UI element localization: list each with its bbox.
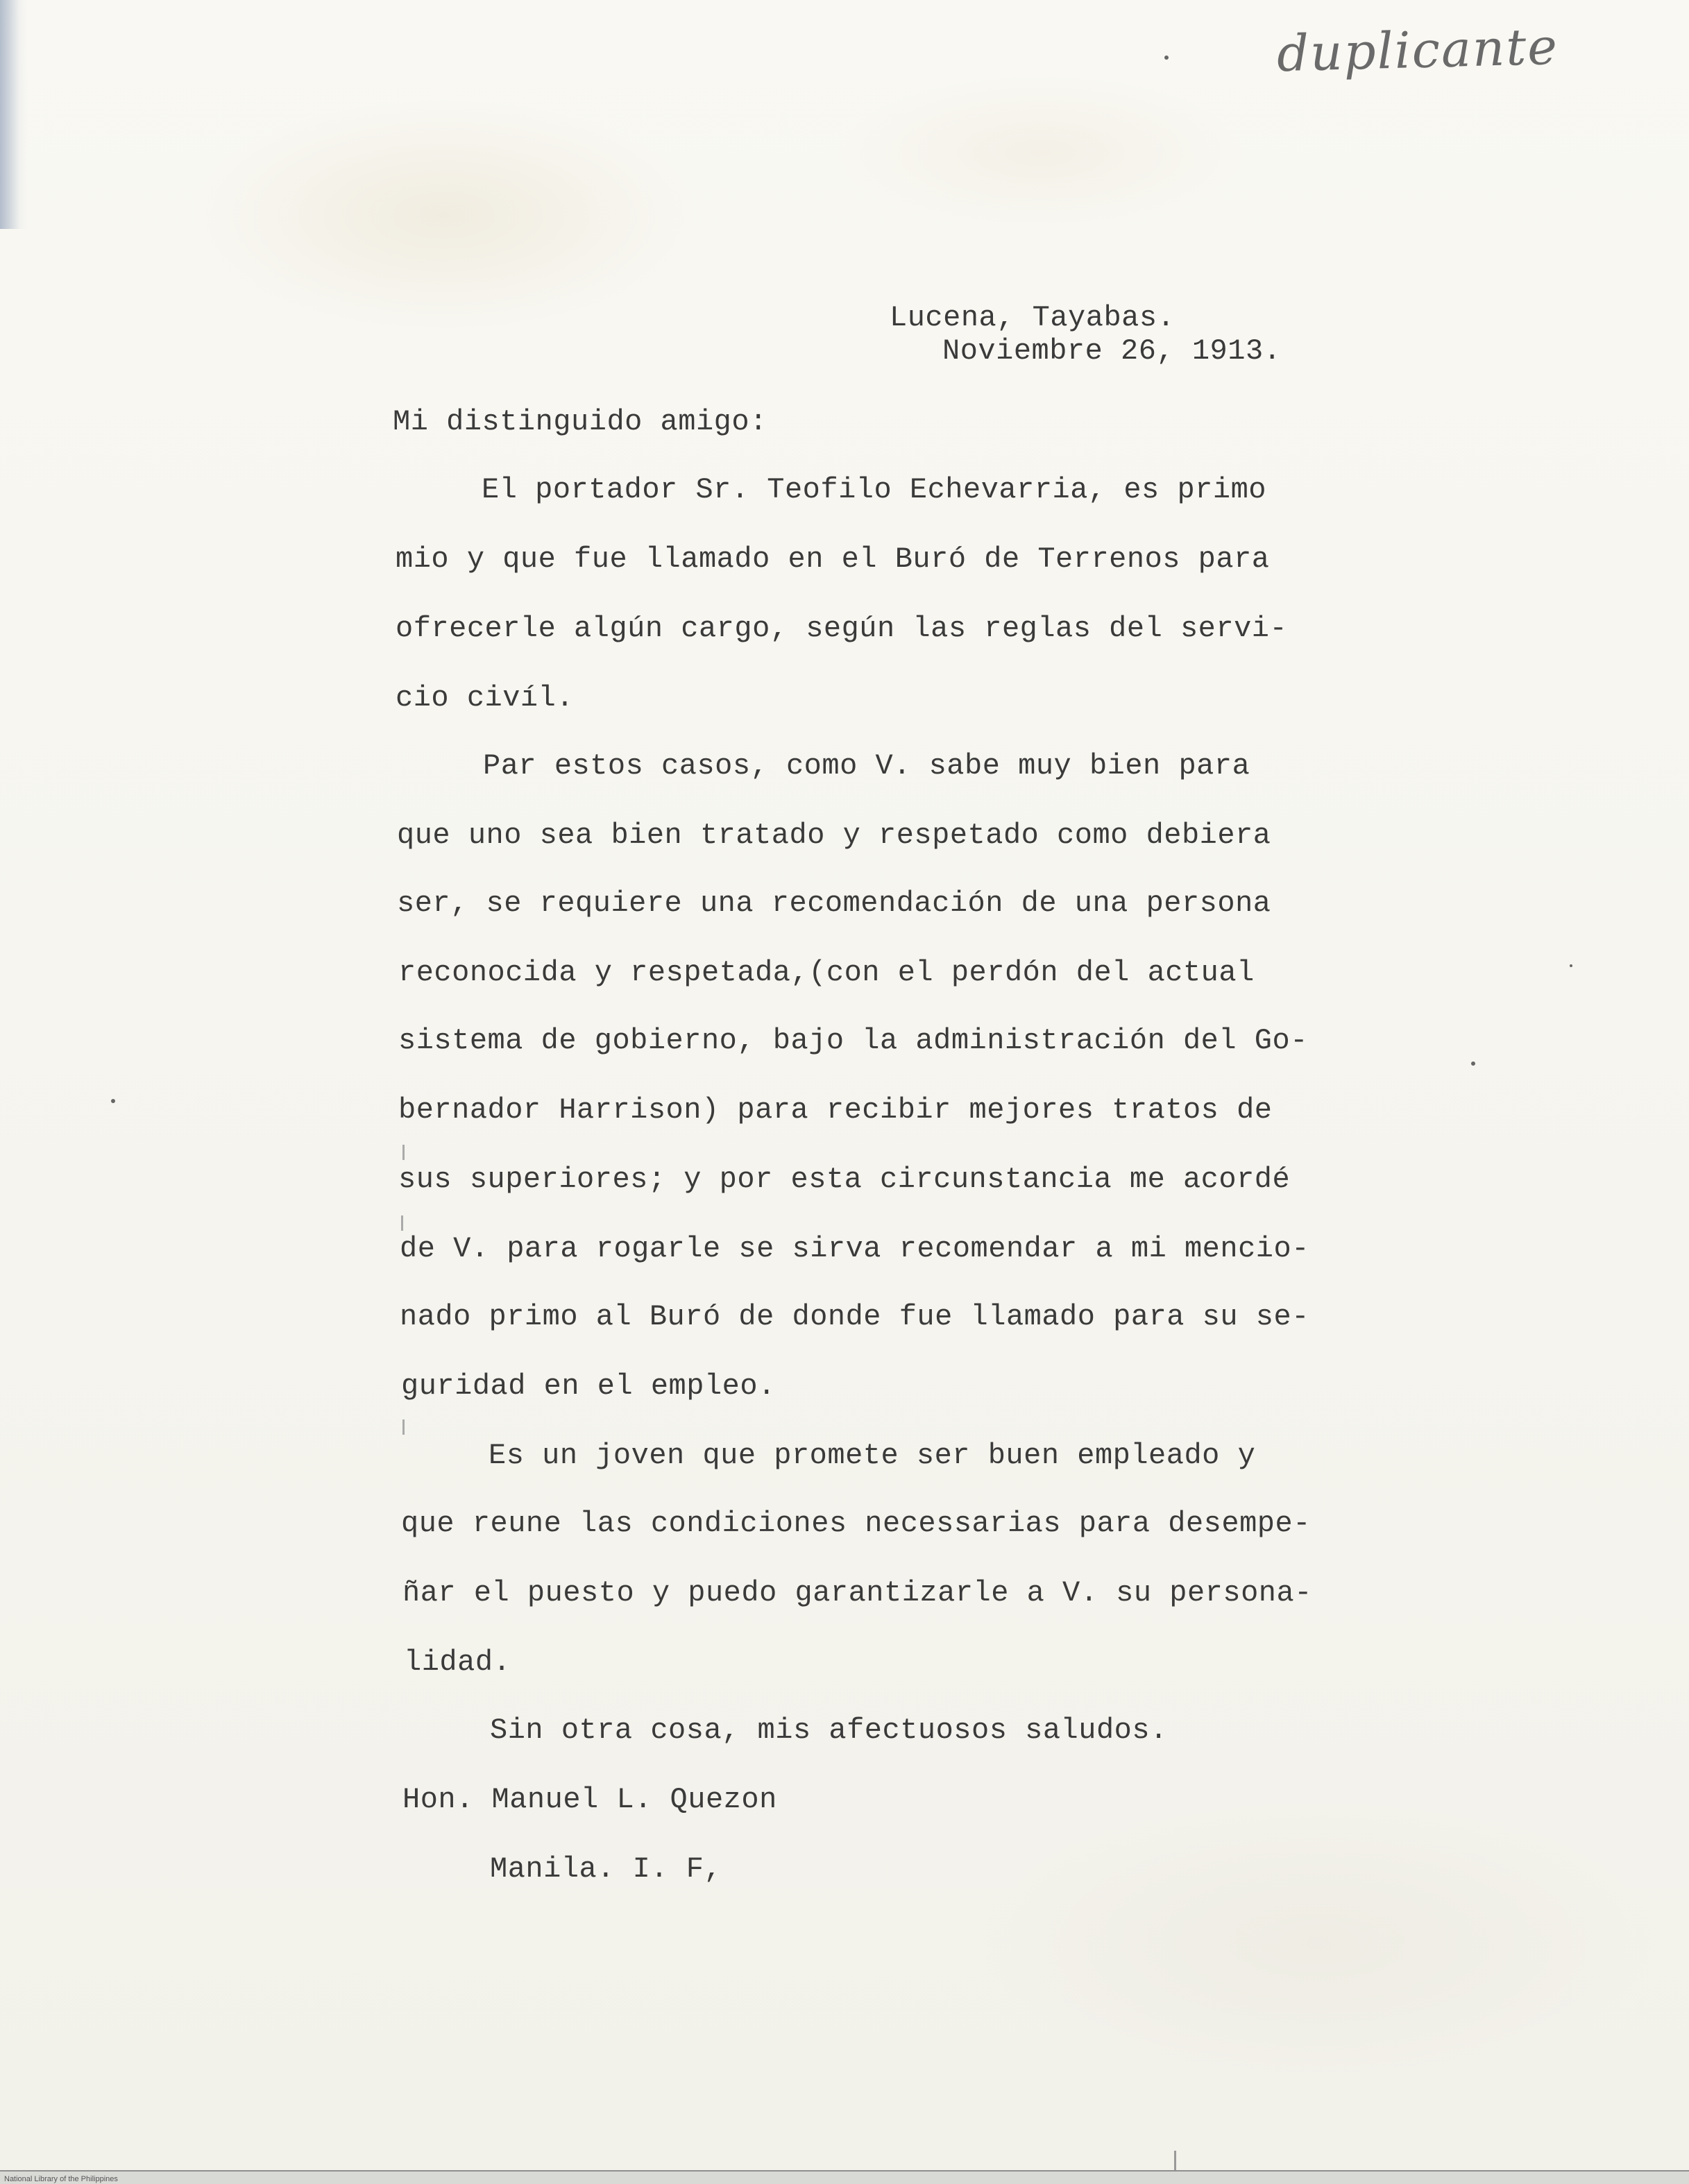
- body-line: sus superiores; y por esta circunstancia me acordé: [398, 1163, 1291, 1196]
- body-line: ser, se requiere una recomendación de una persona: [397, 887, 1271, 920]
- body-line: nado primo al Buró de donde fue llamado para su se-: [400, 1300, 1309, 1333]
- stray-mark: [402, 1419, 405, 1435]
- stray-mark: [401, 1215, 403, 1231]
- body-line: mio y que fue llamado en el Buró de Terrenos para: [396, 543, 1270, 576]
- ink-speck: [1471, 1061, 1475, 1066]
- body-line: ofrecerle algún cargo, según las reglas del servi-: [396, 612, 1288, 645]
- body-line: guridad en el empleo.: [401, 1370, 776, 1403]
- body-line: bernador Harrison) para recibir mejores tratos de: [398, 1093, 1273, 1127]
- handwritten-annotation: duplicante: [1275, 17, 1559, 83]
- ink-speck: [111, 1099, 115, 1103]
- body-line: cio civíl.: [396, 681, 575, 715]
- body-line: reconocida y respetada,(con el perdón del actual: [398, 956, 1255, 989]
- addressee-name: Hon. Manuel L. Quezon: [402, 1783, 777, 1816]
- body-line: lidad.: [404, 1646, 511, 1679]
- header-place: Lucena, Tayabas.: [890, 301, 1175, 334]
- scan-bottom-strip: [0, 2170, 1689, 2184]
- addressee-location: Manila. I. F,: [490, 1852, 722, 1886]
- body-line: Es un joven que promete ser buen empleado y: [489, 1439, 1256, 1472]
- body-line: que uno sea bien tratado y respetado como debiera: [397, 819, 1271, 852]
- body-line: sistema de gobierno, bajo la administración del Go-: [398, 1024, 1308, 1057]
- ink-speck: [1164, 56, 1169, 60]
- closing-line: Sin otra cosa, mis afectuosos saludos.: [490, 1714, 1168, 1747]
- body-line: de V. para rogarle se sirva recomendar a mi mencio-: [400, 1232, 1309, 1265]
- body-line: Par estos casos, como V. sabe muy bien para: [483, 749, 1250, 783]
- stray-mark: [402, 1145, 405, 1160]
- page-edge-shadow: [0, 0, 28, 229]
- body-line: El portador Sr. Teofilo Echevarria, es primo: [482, 473, 1266, 506]
- body-line: ñar el puesto y puedo garantizarle a V. su persona-: [402, 1576, 1312, 1610]
- header-date: Noviembre 26, 1913.: [942, 334, 1282, 368]
- body-line: que reune las condiciones necessarias para desempe-: [401, 1507, 1311, 1540]
- salutation: Mi distinguido amigo:: [393, 405, 767, 438]
- ink-speck: [1570, 964, 1572, 967]
- footer-caption: National Library of the Philippines: [4, 2175, 118, 2183]
